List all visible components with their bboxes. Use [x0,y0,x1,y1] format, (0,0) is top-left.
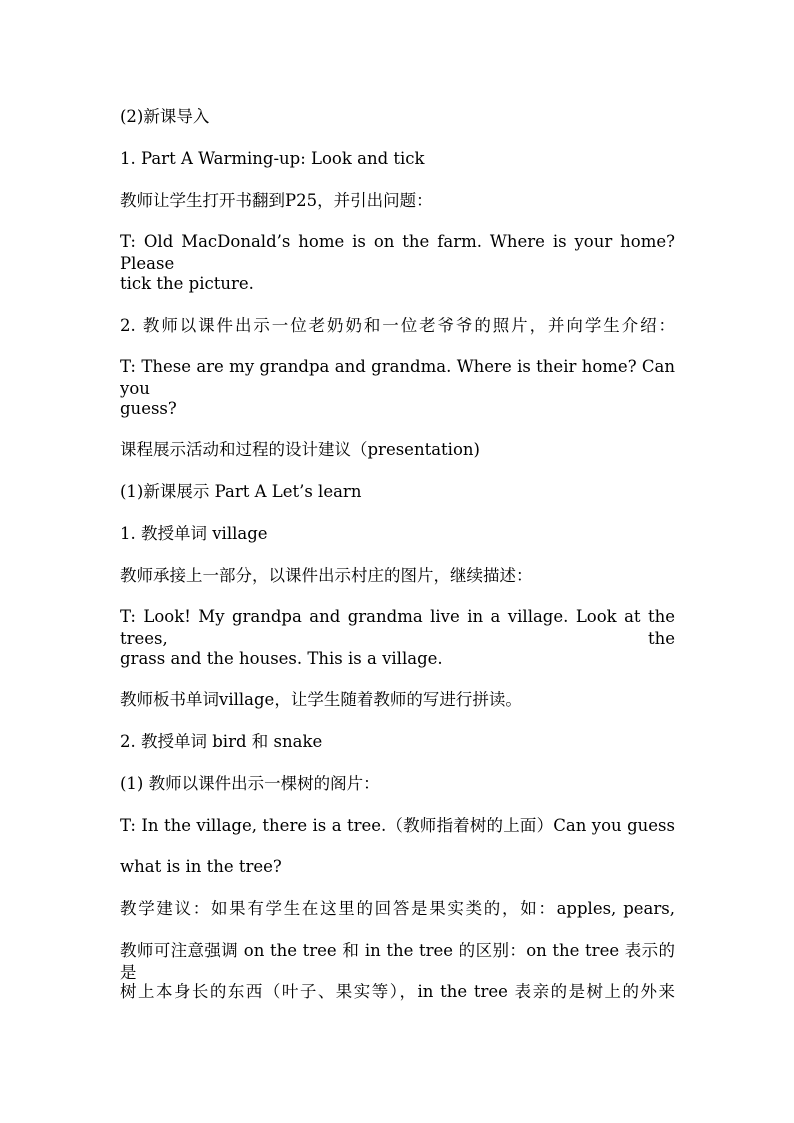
activity-title-warming-up: 1. Part A Warming-up: Look and tick [120,149,425,168]
section-heading-presentation: 课程展示活动和过程的设计建议（presentation) [120,440,480,459]
section-heading-lesson-intro: (2)新课导入 [120,107,210,126]
paragraph-line: 教师板书单词village，让学生随着教师的写进行拼读。 [120,690,522,709]
paragraph-line: (1) 教师以课件出示一棵树的阁片： [120,774,380,793]
paragraph-line: guess? [120,399,177,418]
paragraph-line: T: Old MacDonald’s home is on the farm. Where is your home? Please [120,232,675,273]
paragraph-line: tick the picture. [120,274,254,293]
paragraph-line: T: These are my grandpa and grandma. Where is their home? Can you [120,357,675,398]
paragraph-line: 教学建议：如果有学生在这里的回答是果实类的，如：apples, pears, [120,899,675,918]
paragraph-line: 树上本身长的东西（叶子、果实等），in the tree 表亲的是树上的外来 [120,982,675,1001]
paragraph-line: 教师让学生打开书翻到P25，并引出问题： [120,191,433,210]
activity-title-village: 1. 教授单词 village [120,524,268,543]
paragraph-line: 教师可注意强调 on the tree 和 in the tree 的区别：on the tree 表示的是 [120,941,675,982]
paragraph-line: 教师承接上一部分，以课件出示村庄的图片，继续描述： [120,566,533,585]
activity-title-bird-snake: 2. 教授单词 bird 和 snake [120,732,323,751]
section-heading-lets-learn: (1)新课展示 Part A Let’s learn [120,482,362,501]
paragraph-line: T: Look! My grandpa and grandma live in a village. Look at the trees, the [120,607,675,648]
paragraph-line: 2. 教师以课件出示一位老奶奶和一位老爷爷的照片，并向学生介绍： [120,316,675,335]
paragraph-line: what is in the tree? [120,857,282,876]
paragraph-line: grass and the houses. This is a village. [120,649,443,668]
paragraph-line: T: In the village, there is a tree.（教师指着树的上面）Can you guess [120,816,675,835]
